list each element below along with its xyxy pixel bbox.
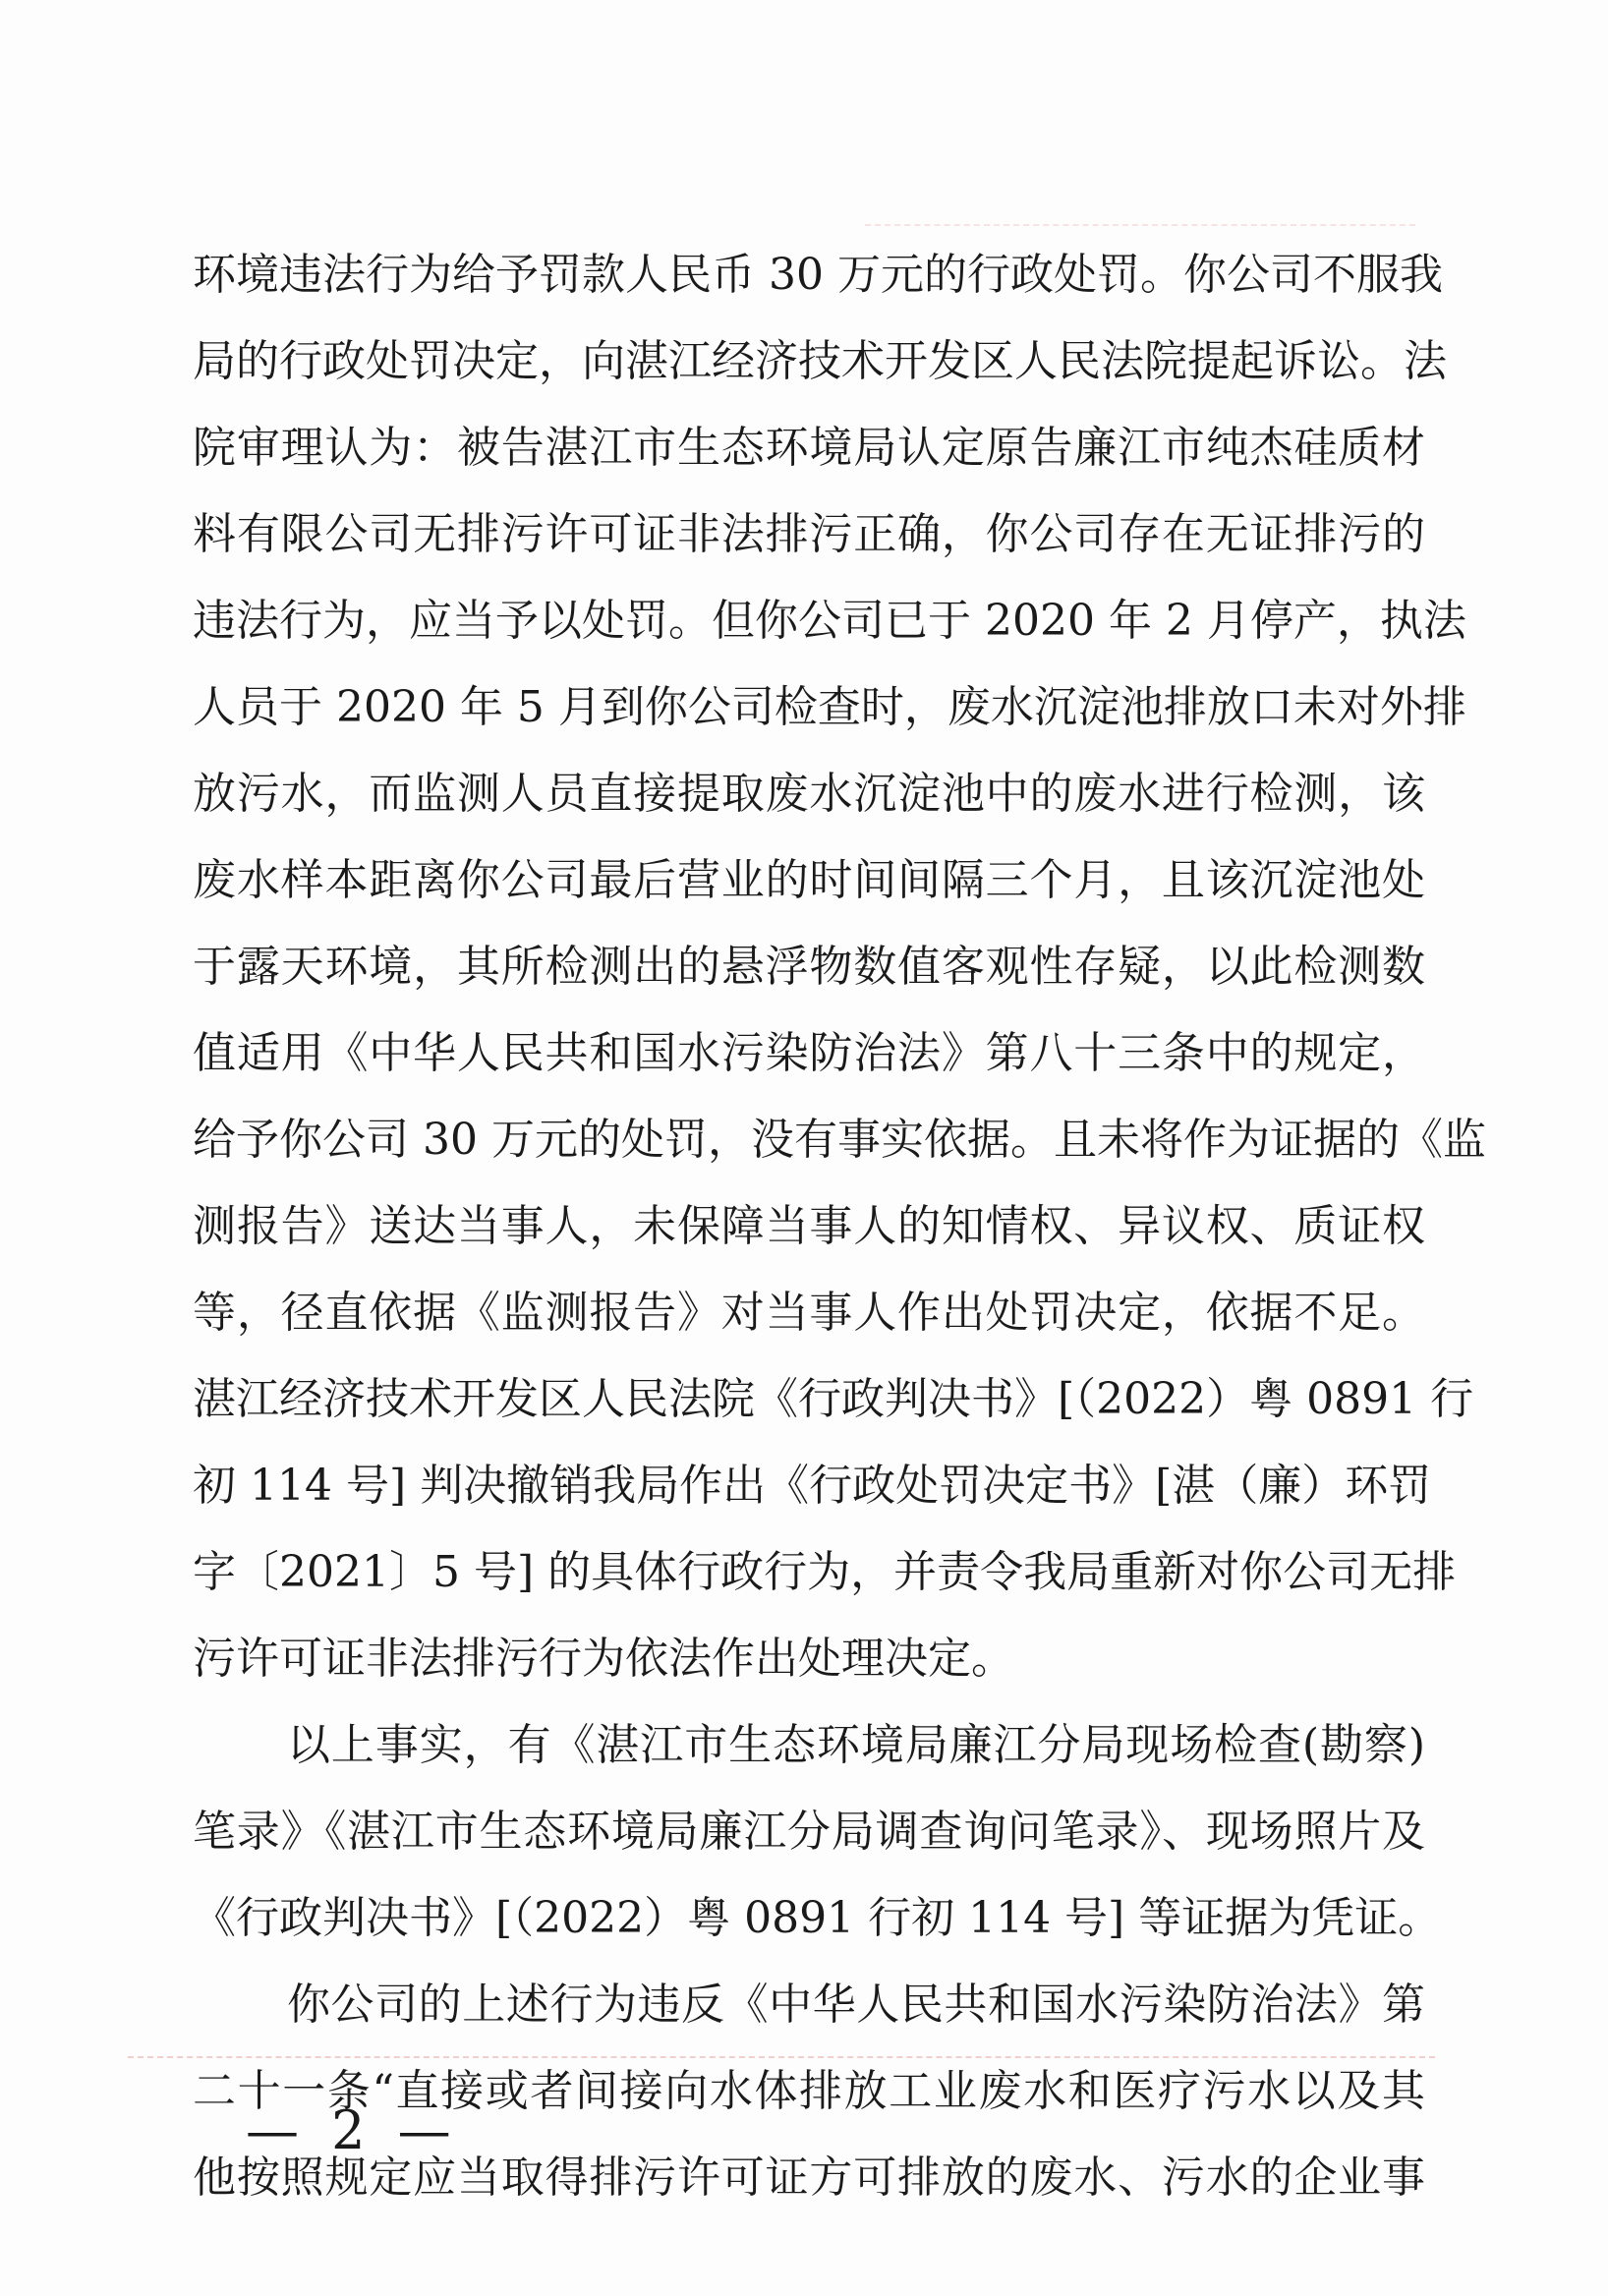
- text-line: 初 114 号] 判决撤销我局作出《行政处罚决定书》[湛（廉）环罚: [193, 1461, 1432, 1511]
- scan-artifact-bottom: [128, 2056, 1435, 2058]
- text-line: 湛江经济技术开发区人民法院《行政判决书》[（2022）粤 0891 行: [193, 1374, 1474, 1424]
- text-line: 等，径直依据《监测报告》对当事人作出处罚决定，依据不足。: [193, 1288, 1425, 1338]
- text-line: 料有限公司无排污许可证非法排污正确，你公司存在无证排污的: [193, 509, 1425, 559]
- text-line: 于露天环境，其所检测出的悬浮物数值客观性存疑，以此检测数: [193, 942, 1425, 992]
- text-line: 局的行政处罚决定，向湛江经济技术开发区人民法院提起诉讼。法: [193, 336, 1447, 386]
- text-line: 他按照规定应当取得排污许可证方可排放的废水、污水的企业事: [193, 2152, 1425, 2203]
- text-line: 字〔2021〕5 号] 的具体行政行为，并责令我局重新对你公司无排: [193, 1547, 1457, 1597]
- text-line: 废水样本距离你公司最后营业的时间间隔三个月，且该沉淀池处: [193, 855, 1425, 905]
- text-line: 二十一条“直接或者间接向水体排放工业废水和医疗污水以及其: [193, 2066, 1425, 2116]
- text-line: 给予你公司 30 万元的处罚，没有事实依据。且未将作为证据的《监: [193, 1115, 1486, 1165]
- document-body: [193, 232, 1486, 2221]
- text-line: 污许可证非法排污行为依法作出处理决定。: [193, 1634, 1014, 1684]
- text-line: 以上事实，有《湛江市生态环境局廉江分局现场检查(勘察): [287, 1720, 1425, 1770]
- text-line: 人员于 2020 年 5 月到你公司检查时，废水沉淀池排放口未对外排: [193, 682, 1466, 732]
- text-line: 环境违法行为给予罚款人民币 30 万元的行政处罚。你公司不服我: [193, 250, 1443, 300]
- page-number: — 2 —: [246, 2099, 459, 2161]
- scan-artifact-top: [865, 224, 1415, 226]
- text-line: 违法行为，应当予以处罚。但你公司已于 2020 年 2 月停产，执法: [193, 596, 1466, 646]
- text-line: 放污水，而监测人员直接提取废水沉淀池中的废水进行检测，该: [193, 769, 1425, 819]
- text-line: 测报告》送达当事人，未保障当事人的知情权、异议权、质证权: [193, 1201, 1425, 1251]
- text-line: 笔录》《湛江市生态环境局廉江分局调查询问笔录》、现场照片及: [193, 1807, 1425, 1857]
- text-line: 值适用《中华人民共和国水污染防治法》第八十三条中的规定，: [193, 1028, 1425, 1078]
- text-line: 《行政判决书》[（2022）粤 0891 行初 114 号] 等证据为凭证。: [193, 1893, 1442, 1943]
- text-line: 你公司的上述行为违反《中华人民共和国水污染防治法》第: [287, 1980, 1425, 2030]
- text-line: 院审理认为：被告湛江市生态环境局认定原告廉江市纯杰硅质材: [193, 423, 1425, 473]
